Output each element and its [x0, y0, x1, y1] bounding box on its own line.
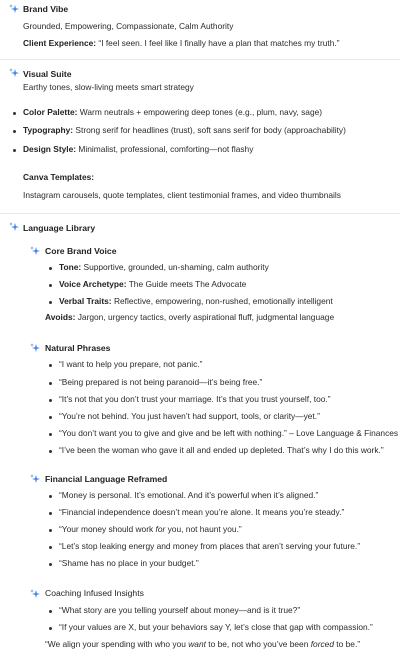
- client-experience: [23, 38, 340, 49]
- item-label: Color Palette:: [23, 107, 78, 117]
- bullet: [49, 495, 52, 498]
- bullet: [13, 130, 16, 133]
- bullet: [49, 382, 52, 385]
- canva-templates-text: Instagram carousels, quote templates, client testimonial frames, and video thumbnails: [23, 190, 341, 200]
- natural-phrases-heading: Natural Phrases: [45, 343, 111, 353]
- avoids-line: [45, 312, 334, 323]
- bullet: [49, 627, 52, 630]
- brand-vibe-line: Grounded, Empowering, Compassionate, Calm Authority: [23, 21, 234, 31]
- client-experience-text: “I feel seen. I feel like I finally have a plan that matches my truth.”: [98, 38, 340, 48]
- section-divider: [0, 59, 400, 60]
- list-item: [23, 144, 253, 155]
- bullet: [49, 610, 52, 613]
- text-part: you, not haunt you.”: [165, 524, 242, 534]
- item-label: Typography:: [23, 125, 74, 135]
- visual-suite-subtitle: Earthy tones, slow-living meets smart strategy: [23, 82, 194, 92]
- sparkle-icon: [9, 68, 19, 78]
- list-item: “Let’s stop leaking energy and money from places that aren’t serving your future.”: [59, 541, 361, 551]
- financial-language-heading: Financial Language Reframed: [45, 474, 168, 484]
- list-item: “I’ve been the woman who gave it all and ended up depleted. That’s why I do this work.”: [59, 445, 384, 455]
- item-text: Minimalist, professional, comforting—not flashy: [78, 144, 254, 154]
- list-item: “Shame has no place in your budget.”: [59, 558, 199, 568]
- emphasis: forced: [310, 639, 334, 649]
- bullet: [49, 529, 52, 532]
- brand-vibe-heading: Brand Vibe: [23, 4, 69, 14]
- item-label: Voice Archetype:: [59, 279, 127, 289]
- item-text: Reflective, empowering, non-rushed, emotionally intelligent: [113, 296, 333, 306]
- section-divider: [0, 213, 400, 214]
- bullet: [49, 450, 52, 453]
- bullet: [49, 301, 52, 304]
- bullet: [49, 399, 52, 402]
- sparkle-icon: [30, 246, 40, 256]
- bullet: [49, 284, 52, 287]
- item-label: Verbal Traits:: [59, 296, 112, 306]
- list-item: “Being prepared is not being paranoid—it’s being free.”: [59, 377, 263, 387]
- item-text: The Guide meets The Advocate: [128, 279, 247, 289]
- bullet: [49, 512, 52, 515]
- item-text: Strong serif for headlines (trust), soft sans serif for body (approachability): [75, 125, 346, 135]
- list-item: “You’re not behind. You just haven’t had support, tools, or clarity—yet.”: [59, 411, 320, 421]
- bullet: [49, 267, 52, 270]
- bullet: [49, 563, 52, 566]
- list-item: “Financial independence doesn’t mean you’re alone. It means you’re steady.”: [59, 507, 345, 517]
- list-item: “Money is personal. It’s emotional. And it’s powerful when it’s aligned.”: [59, 490, 319, 500]
- visual-suite-heading: Visual Suite: [23, 69, 72, 79]
- list-item: [59, 262, 269, 273]
- list-item: [59, 296, 333, 307]
- list-item: [23, 107, 322, 118]
- text-part: “We align your spending with who you: [45, 639, 189, 649]
- list-item: [45, 639, 360, 650]
- list-item: [59, 279, 246, 290]
- item-text: Warm neutrals + empowering deep tones (e.g., plum, navy, sage): [79, 107, 323, 117]
- bullet: [49, 546, 52, 549]
- avoids-text: Jargon, urgency tactics, overly aspirational fluff, judgmental language: [77, 312, 335, 322]
- canva-templates-label: Canva Templates:: [23, 172, 95, 182]
- language-library-heading: Language Library: [23, 223, 96, 233]
- sparkle-icon: [30, 343, 40, 353]
- list-item: “It’s not that you don’t trust your marriage. It’s that you trust yourself, too.”: [59, 394, 331, 404]
- client-experience-label: Client Experience:: [23, 38, 97, 48]
- bullet: [49, 416, 52, 419]
- bullet: [49, 433, 52, 436]
- avoids-label: Avoids:: [45, 312, 76, 322]
- sparkle-icon: [9, 222, 19, 232]
- list-item: “You don’t want you to give and give and be left with nothing.” – Love Language & Finances: [59, 428, 399, 438]
- sparkle-icon: [30, 589, 40, 599]
- emphasis: want: [188, 639, 206, 649]
- emphasis: for: [155, 524, 166, 534]
- text-part: to be.”: [333, 639, 361, 649]
- coaching-insights-heading: Coaching Infused Insights: [45, 588, 144, 598]
- item-text: Supportive, grounded, un-shaming, calm authority: [83, 262, 269, 272]
- text-part: “Your money should work: [59, 524, 156, 534]
- bullet: [49, 364, 52, 367]
- sparkle-icon: [30, 474, 40, 484]
- list-item: “What story are you telling yourself about money—and is it true?”: [59, 605, 301, 615]
- bullet: [13, 112, 16, 115]
- list-item: [59, 524, 242, 535]
- item-label: Design Style:: [23, 144, 77, 154]
- list-item: [23, 125, 346, 136]
- core-brand-voice-heading: Core Brand Voice: [45, 246, 117, 256]
- list-item: “I want to help you prepare, not panic.”: [59, 359, 203, 369]
- bullet: [13, 149, 16, 152]
- sparkle-icon: [9, 4, 19, 14]
- item-label: Tone:: [59, 262, 82, 272]
- text-part: to be, not who you’ve been: [205, 639, 311, 649]
- list-item: “If your values are X, but your behaviors say Y, let’s close that gap with compassion.”: [59, 622, 373, 632]
